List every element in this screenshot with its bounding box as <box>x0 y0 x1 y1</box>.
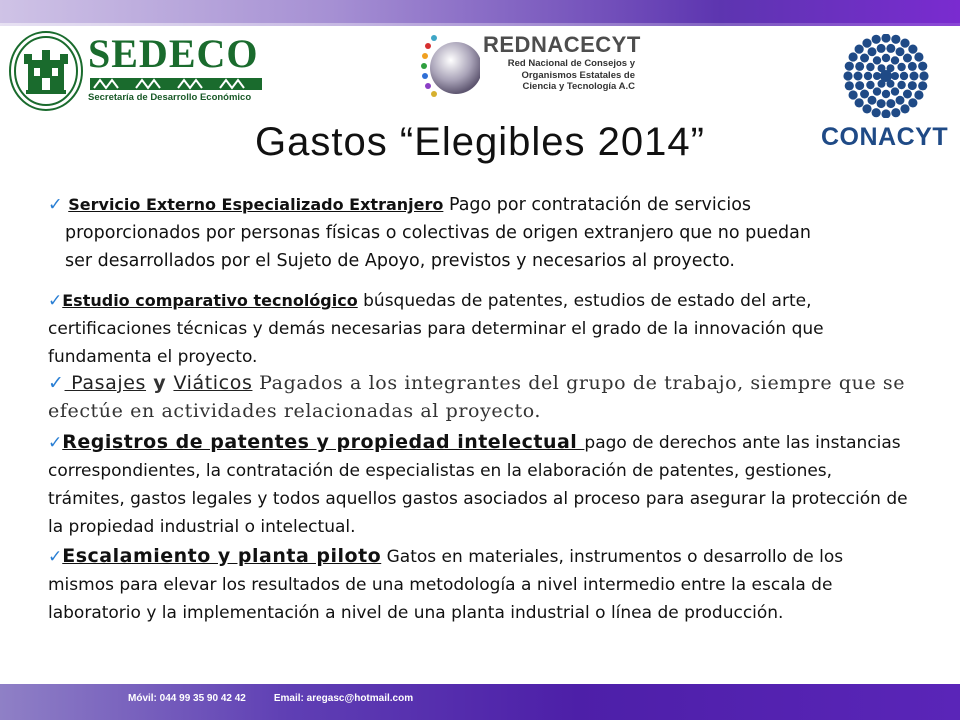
item-term: Viáticos <box>173 372 253 394</box>
top-decorative-bar <box>0 0 960 26</box>
sedeco-name: SEDECO <box>88 31 259 76</box>
rednacecyt-name: REDNACECYT <box>483 32 641 57</box>
item-text: Pagados a los integrantes del grupo de trabajo, siempre que se efectúe en actividades relacionadas al proyecto. <box>48 372 906 422</box>
item-term: Escalamiento y planta piloto <box>62 545 382 567</box>
list-item <box>48 369 908 425</box>
footer-contact <box>128 693 413 704</box>
rednacecyt-subtitle <box>492 58 635 93</box>
page-title: Gastos “Elegibles 2014” <box>255 120 705 164</box>
item-term: Pasajes <box>64 372 147 394</box>
checkmark-icon: ✓ <box>48 547 63 567</box>
sedeco-pattern-band <box>90 78 262 90</box>
checkmark-icon: ✓ <box>48 433 63 453</box>
conacyt-name: CONACYT <box>821 123 949 151</box>
rednacecyt-line: Ciencia y Tecnología A.C <box>522 81 635 92</box>
item-text: Gatos en materiales, instrumentos o desarrollo de los mismos para elevar los resultados de una metodología a nivel intermedio entre la escala de laboratorio y la implementación a nivel de una planta industrial o línea de producción. <box>48 547 844 623</box>
conacyt-dots-icon <box>838 34 934 118</box>
item-text: Pago por contratación de servicios <box>443 195 752 215</box>
item-text: pago de derechos ante las instancias correspondientes, la contratación de especialistas en la elaboración de patentes, gestiones, trámites, gastos legales y todos aquellos gastos asociados al proceso para asegurar la protección de la propiedad industrial o intelectual. <box>48 433 908 537</box>
checkmark-icon: ✓ <box>48 372 65 394</box>
footer-phone: Móvil: 044 99 35 90 42 42 <box>128 693 246 704</box>
checkmark-icon: ✓ <box>48 195 63 215</box>
rednacecyt-line: Organismos Estatales de <box>521 69 635 81</box>
sedeco-subtitle: Secretaría de Desarrollo Económico <box>88 92 252 103</box>
item-connector: y <box>146 372 174 394</box>
item-term: Servicio Externo Especializado Extranjero <box>68 195 444 214</box>
list-item <box>48 191 908 275</box>
footer-email: Email: aregasc@hotmail.com <box>273 693 414 704</box>
item-text: ser desarrollados por el Sujeto de Apoyo, previstos y necesarios al proyecto. <box>65 251 735 271</box>
rednacecyt-line: Red Nacional de Consejos y <box>507 58 635 69</box>
rednacecyt-orb-icon <box>420 28 480 108</box>
item-term: Registros de patentes y propiedad intelectual <box>62 431 585 453</box>
list-item <box>48 542 908 627</box>
list-item <box>48 287 908 371</box>
list-item <box>48 428 908 541</box>
item-text: proporcionados por personas físicas o colectivas de origen extranjero que no puedan <box>65 223 811 243</box>
item-text: búsquedas de patentes, estudios de estado del arte, certificaciones técnicas y demás necesarias para determinar el grado de la innovación que fundamenta el proyecto. <box>48 291 824 367</box>
checkmark-icon: ✓ <box>48 291 63 311</box>
item-term: Estudio comparativo tecnológico <box>62 291 358 310</box>
